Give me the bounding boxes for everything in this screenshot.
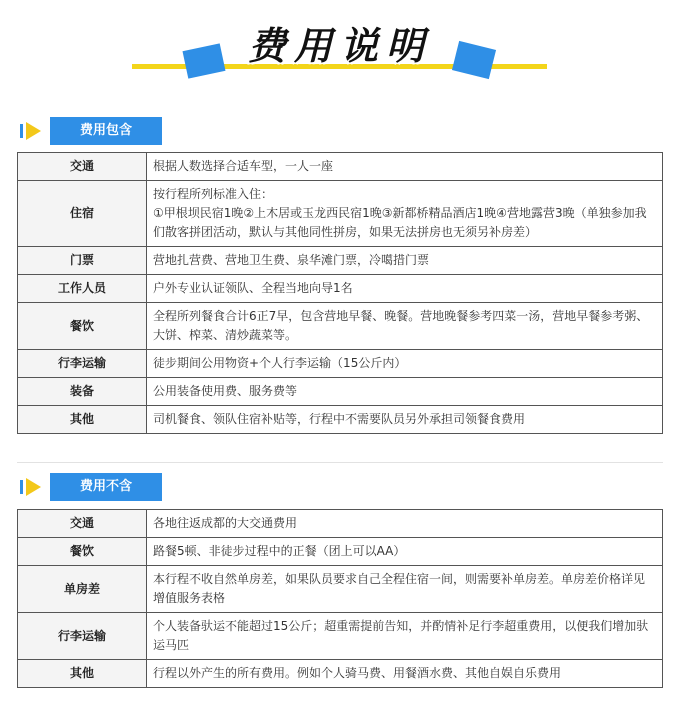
row-key: 餐饮 [18, 538, 147, 566]
row-key: 餐饮 [18, 303, 147, 350]
section-title-excluded: 费用不含 [50, 473, 162, 501]
row-value-line: ①甲根坝民宿1晚②上木居或玉龙西民宿1晚③新都桥精品酒店1晚④营地露营3晚（单独参加我们散客拼团活动，默认与其他同性拼房，如果无法拼房也无须另补房差） [153, 206, 647, 239]
row-value: 行程以外产生的所有费用。例如个人骑马费、用餐酒水费、其他自娱自乐费用 [147, 660, 663, 688]
play-arrow-icon [18, 117, 46, 145]
row-value: 根据人数选择合适车型，一人一座 [147, 153, 663, 181]
row-key: 交通 [18, 153, 147, 181]
row-key: 行李运输 [18, 350, 147, 378]
title-banner [0, 0, 678, 100]
row-key: 门票 [18, 247, 147, 275]
row-value: 个人装备驮运不能超过15公斤；超重需提前告知，并酌情补足行李超重费用，以便我们增加驮运马匹 [147, 613, 663, 660]
table-row [18, 538, 663, 566]
row-key: 交通 [18, 510, 147, 538]
row-value [147, 181, 663, 247]
banner-blue-square-left [183, 43, 226, 78]
row-key: 工作人员 [18, 275, 147, 303]
row-value: 路餐5顿、非徒步过程中的正餐（团上可以AA） [147, 538, 663, 566]
row-value-line: 按行程所列标准入住： [153, 187, 274, 201]
table-row [18, 566, 663, 613]
row-value: 司机餐食、领队住宿补贴等，行程中不需要队员另外承担司领餐食费用 [147, 406, 663, 434]
page-title: 费用说明 [247, 24, 432, 68]
play-arrow-icon [18, 473, 46, 501]
row-key: 住宿 [18, 181, 147, 247]
table-row [18, 350, 663, 378]
table-row [18, 153, 663, 181]
table-row [18, 510, 663, 538]
row-value: 户外专业认证领队、全程当地向导1名 [147, 275, 663, 303]
row-key: 行李运输 [18, 613, 147, 660]
row-value: 各地往返成都的大交通费用 [147, 510, 663, 538]
row-value: 公用装备使用费、服务费等 [147, 378, 663, 406]
section-title-included: 费用包含 [50, 117, 162, 145]
table-row [18, 660, 663, 688]
table-row [18, 181, 663, 247]
table-row [18, 275, 663, 303]
table-row [18, 378, 663, 406]
row-key: 装备 [18, 378, 147, 406]
row-value: 营地扎营费、营地卫生费、泉华滩门票，冷噶措门票 [147, 247, 663, 275]
row-key: 其他 [18, 660, 147, 688]
table-row [18, 247, 663, 275]
table-row [18, 613, 663, 660]
included-table [17, 152, 663, 434]
banner-blue-square-right [452, 41, 496, 79]
row-value: 徒步期间公用物资+个人行李运输（15公斤内） [147, 350, 663, 378]
table-row [18, 303, 663, 350]
row-value: 全程所列餐食合计6正7早，包含营地早餐、晚餐。营地晚餐参考四菜一汤，营地早餐参考粥、大饼、榨菜、清炒蔬菜等。 [147, 303, 663, 350]
table-row [18, 406, 663, 434]
row-value: 本行程不收自然单房差，如果队员要求自己全程住宿一间，则需要补单房差。单房差价格详见增值服务表格 [147, 566, 663, 613]
excluded-table [17, 509, 663, 688]
row-key: 其他 [18, 406, 147, 434]
row-key: 单房差 [18, 566, 147, 613]
section-divider [17, 462, 663, 463]
